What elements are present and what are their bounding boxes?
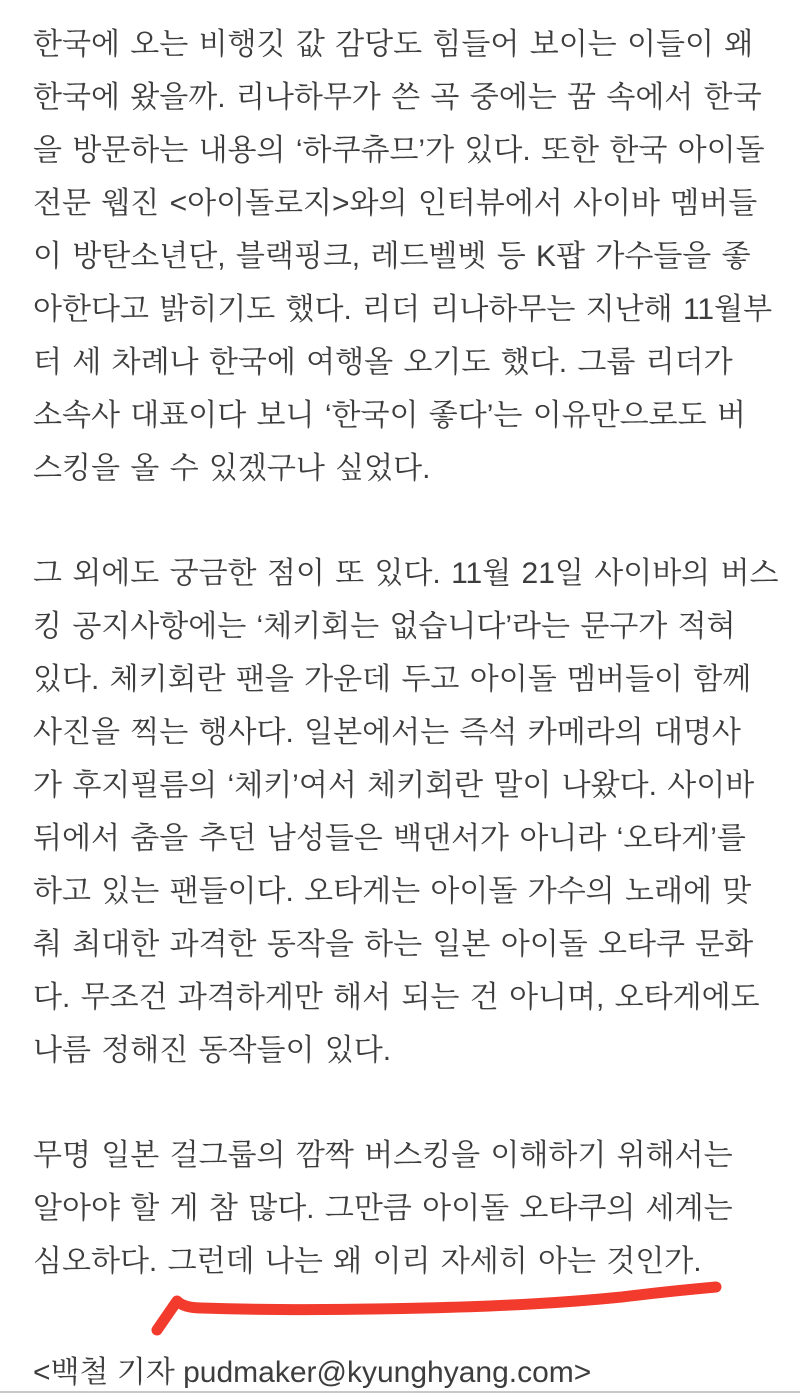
text-line: 을 방문하는 내용의 ‘하쿠츄므’가 있다. 또한 한국 아이돌 bbox=[33, 134, 765, 167]
paragraph-1 bbox=[33, 18, 774, 495]
text-line: 있다. 체키회란 팬을 가운데 두고 아이돌 멤버들이 함께 bbox=[33, 663, 752, 696]
text-line: 다. 무조건 과격하게만 해서 되는 건 아니며, 오타게에도 bbox=[33, 981, 760, 1014]
text-line: 나름 정해진 동작들이 있다. bbox=[33, 1034, 392, 1067]
text-line: 터 세 차례나 한국에 여행올 오기도 했다. 그룹 리더가 bbox=[33, 346, 733, 379]
text-line: 스킹을 올 수 있겠구나 싶었다. bbox=[33, 452, 431, 485]
text-line: 소속사 대표이다 보니 ‘한국이 좋다’는 이유만으로도 버 bbox=[33, 399, 746, 432]
text-line: 한국에 왔을까. 리나하무가 쓴 곡 중에는 꿈 속에서 한국 bbox=[33, 81, 762, 114]
text-line: 사진을 찍는 행사다. 일본에서는 즉석 카메라의 대명사 bbox=[33, 716, 741, 749]
text-line: 이 방탄소년단, 블랙핑크, 레드벨벳 등 K팝 가수들을 좋 bbox=[33, 240, 751, 273]
text-line: 무명 일본 걸그룹의 깜짝 버스킹을 이해하기 위해서는 bbox=[33, 1139, 733, 1172]
text-line: 그 외에도 궁금한 점이 또 있다. 11월 21일 사이바의 버스 bbox=[33, 557, 779, 590]
text-line: 심오하다. 그런데 나는 왜 이리 자세히 아는 것인가. bbox=[33, 1245, 702, 1278]
text-line: 아한다고 밝히기도 했다. 리더 리나하무는 지난해 11월부 bbox=[33, 293, 773, 326]
text-line: 전문 웹진 <아이돌로지>와의 인터뷰에서 사이바 멤버들 bbox=[33, 187, 758, 220]
text-line: 뒤에서 춤을 추던 남성들은 백댄서가 아니라 ‘오타게’를 bbox=[33, 822, 746, 855]
bottom-divider bbox=[0, 1391, 800, 1393]
text-line: 춰 최대한 과격한 동작을 하는 일본 아이돌 오타쿠 문화 bbox=[33, 928, 754, 961]
paragraph-3 bbox=[33, 1129, 774, 1288]
text-line: 알아야 할 게 참 많다. 그만큼 아이돌 오타쿠의 세계는 bbox=[33, 1192, 733, 1225]
byline: <백철 기자 pudmaker@kyunghyang.com> bbox=[33, 1356, 592, 1389]
text-line: 한국에 오는 비행깃 값 감당도 힘들어 보이는 이들이 왜 bbox=[33, 28, 754, 61]
text-line: 가 후지필름의 ‘체키’여서 체키회란 말이 나왔다. 사이바 bbox=[33, 769, 755, 802]
text-line: 하고 있는 팬들이다. 오타게는 아이돌 가수의 노래에 맞 bbox=[33, 875, 752, 908]
paragraph-2 bbox=[33, 547, 779, 1077]
text-line: 킹 공지사항에는 ‘체키회는 없습니다’라는 문구가 적혀 bbox=[33, 610, 736, 643]
